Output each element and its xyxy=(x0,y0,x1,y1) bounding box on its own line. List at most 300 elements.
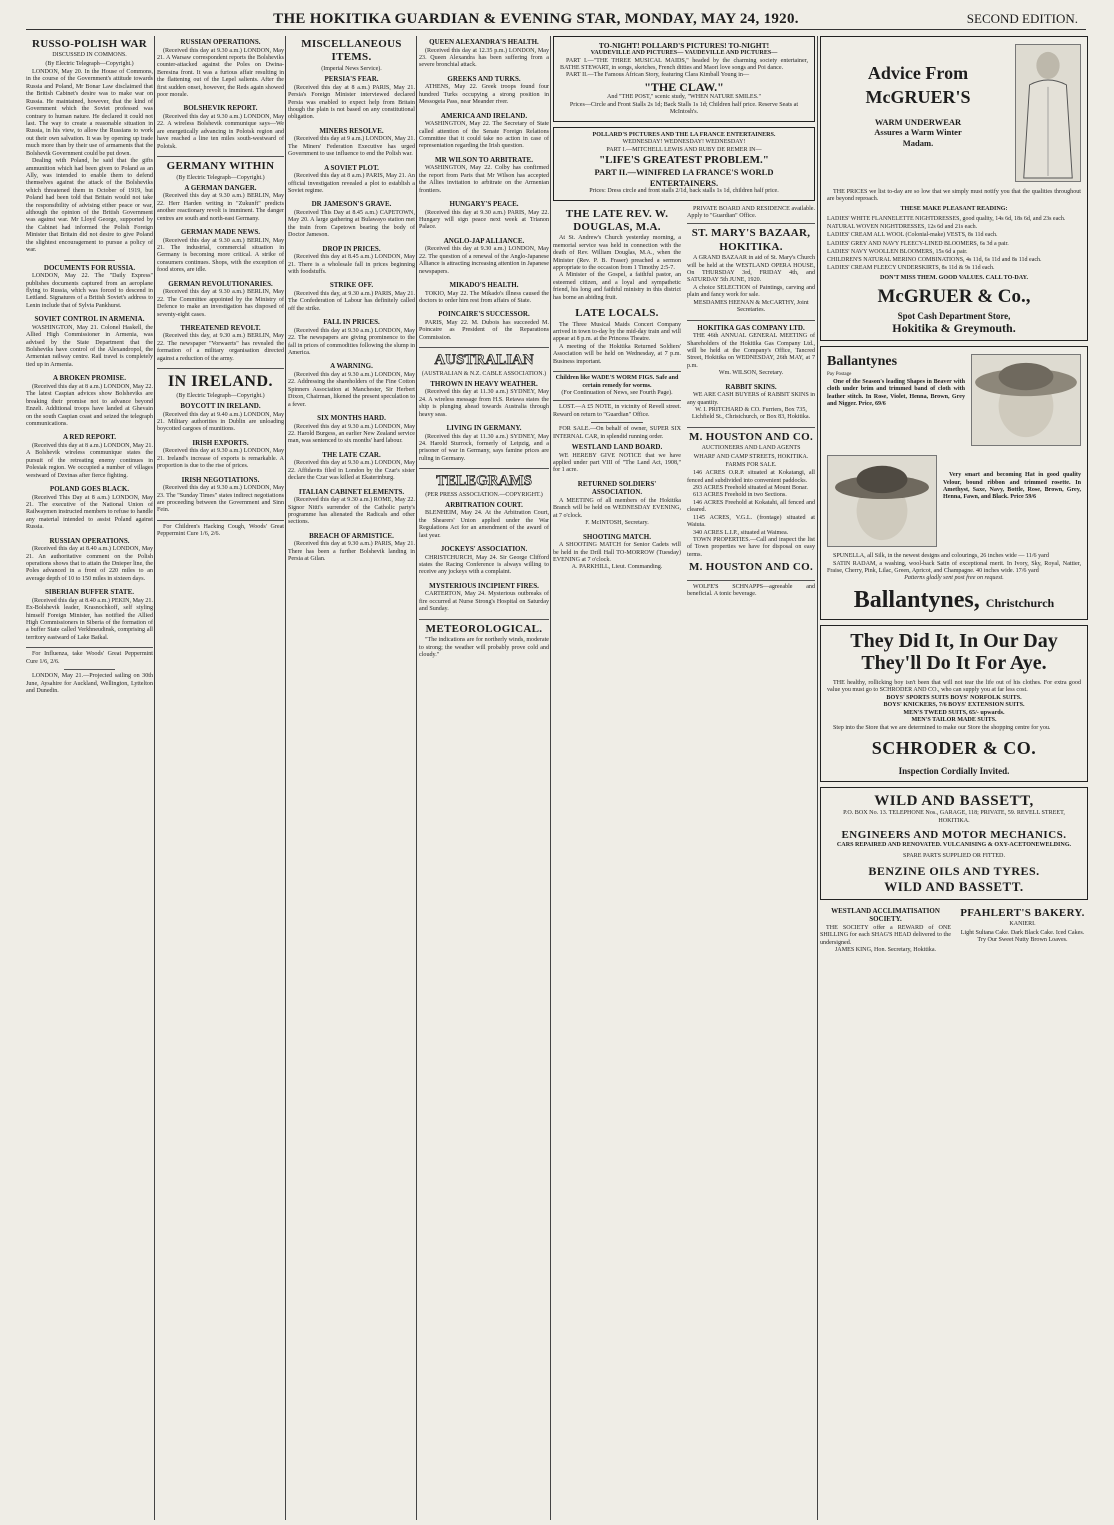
divider xyxy=(553,371,681,372)
article-heading: GERMAN REVOLUTIONARIES. xyxy=(168,279,273,288)
hat-illustration xyxy=(827,455,937,547)
article-body: WE ARE CASH BUYERS of RABBIT SKINS in any quantity. xyxy=(687,392,815,406)
price-line: NATURAL WOVEN NIGHTDRESSES, 12s 6d and 21s each. xyxy=(827,224,978,231)
article-fall-in-prices xyxy=(288,318,415,357)
article-body: (Received this day at 9.30 a.m.) BERLIN, May 21. The industrial, commercial situation in Germany is becoming more critical. A strike of consumers continues. Shops, with the exception of food stores, are idle. xyxy=(157,237,284,274)
article-heading: HOKITIKA GAS COMPANY LTD. xyxy=(697,323,805,332)
section-heading: METEOROLOGICAL. xyxy=(425,622,543,635)
article-heading: WESTLAND LAND BOARD. xyxy=(571,443,663,452)
article-returned-soldiers xyxy=(553,480,681,528)
section-byline: (By Electric Telegraph—Copyright.) xyxy=(176,392,265,399)
ad-signoff: M. HOUSTON AND CO. xyxy=(688,561,814,574)
article-heading: POINCAIRE'S SUCCESSOR. xyxy=(438,310,530,319)
divider xyxy=(419,347,549,348)
column-rule xyxy=(817,36,818,1520)
ad-heading: POLLARD'S PICTURES AND THE LA FRANCE ENTERTAINERS. xyxy=(592,131,776,138)
ad-text: PART I.—"THE THREE MUSICAL MAIDS," headed by the charming society entertainer, BATHE STEWART, in songs, sketches, French ditties and Maori love songs and Poi dance. xyxy=(560,57,808,71)
divider xyxy=(26,647,153,648)
pfahlerts-bakery-ad xyxy=(957,905,1088,955)
article-anglo-jap xyxy=(419,237,549,276)
article-heading: GREEKS AND TURKS. xyxy=(447,74,521,83)
ad-subheading: WHARF AND CAMP STREETS, HOKITIKA. xyxy=(693,453,809,460)
column-rule xyxy=(154,36,155,1520)
farm-listing: 146 ACRES O.R.P. situated at Kokatangi, all fenced and subdivided into convenient paddocks. xyxy=(687,470,815,484)
divider xyxy=(687,427,815,428)
article-heading: IRISH EXPORTS. xyxy=(192,438,249,447)
ad-callout: DON'T MISS THEM. GOOD VALUES. CALL TO-DAY. xyxy=(879,274,1029,281)
farm-listing: TOWN PROPERTIES.—Call and inspect the list of Town properties we have for disposal on easy terms. xyxy=(687,536,815,558)
wild-bassett-ad xyxy=(820,787,1088,900)
mcgruers-ad xyxy=(820,36,1088,341)
acclimatisation-notice xyxy=(820,905,951,955)
ad-prices: Prices: Dress circle and front stalls 2/1d, back stalls 1s 1d, children half price. xyxy=(589,188,779,195)
signature: A. PARKHILL, Lieut. Commanding. xyxy=(571,564,663,571)
article-body: At St. Andrew's Church yesterday morning, a memorial service was held in connection with the death of Rev. William Douglas, M.A., when the Minister (Rev. P. B. Fraser) preached a sermon appropriate to the occasion from 1 Timothy 2:5-7. xyxy=(553,235,681,272)
article-body: The Three Musical Maids Concert Company arrived in town to-day by the mid-day train and will appear at 8 p.m. at the Princess Theatre. xyxy=(553,321,681,343)
article-shooting-match xyxy=(553,533,681,572)
shipping-notice: LONDON, May 21.—Projected sailing on 30th June, Aysahire for Auckland, Wellington, Lyttelton and Dunedin. xyxy=(26,673,153,695)
article-heading: POLAND GOES BLACK. xyxy=(49,484,130,493)
ad-subheading: WEDNESDAY! WEDNESDAY! WEDNESDAY! xyxy=(622,139,746,146)
schroder-ad xyxy=(820,625,1088,782)
article-heading: RUSSIAN OPERATIONS. xyxy=(180,38,261,46)
article-poincaires-successor xyxy=(419,310,549,342)
ad-store-name: Ballantynes, xyxy=(853,586,980,613)
ad-title: McGRUER'S xyxy=(865,86,971,107)
article-body: (Received this day at 9.30 a.m.) PARIS, May 21. There has been a further Bolshevik landing in Persia at Gilan. xyxy=(288,541,415,563)
ad-subheading: Madam. xyxy=(902,137,934,148)
film-title: "THE CLAW." xyxy=(644,79,724,94)
section-heading: TELEGRAMS xyxy=(436,473,532,490)
article-heading: RETURNED SOLDIERS' ASSOCIATION. xyxy=(577,479,657,497)
article-jamesons-grave xyxy=(288,200,415,239)
article-body: THE 46th ANNUAL GENERAL MEETING of Shareholders of the Hokitika Gas Company Ltd., will be held at the Company's Office, Tancred Street, Hokitika on WEDNESDAY, 26th MAY, at 7 p.m. xyxy=(687,333,815,369)
article-body: (Received this day at 9.40 a.m.) LONDON, May 21. Military authorities in Dublin are unloading boycotted cargoes of munitions. xyxy=(157,411,284,433)
article-body: (Received this day at 8.45 a.m.) LONDON, May 21. There is a wholesale fall in prices beginning with foodstuffs. xyxy=(288,254,415,275)
article-body: (Received this day, at 9.30 a.m.) PARIS, May 21. The Confederation of Labour has definitely called off the strike. xyxy=(288,290,415,312)
farm-listing: 146 ACRES Freehold at Kokatahi, all fenced and cleared. xyxy=(687,499,815,514)
article-heading: DR JAMESON'S GRAVE. xyxy=(311,200,392,209)
article-german-danger xyxy=(157,184,284,223)
article-body: (Received this day at 9.30 a.m.) LONDON, May 22. A wireless Bolshevik communique says—We are energetically advancing in Polotsk region and have reached a line ten miles south-westward of Polotsk. xyxy=(157,114,284,150)
continuation-note: (For Continuation of News, see Fourth Page). xyxy=(561,389,673,396)
article-irish-negotiations xyxy=(157,476,284,515)
signature: JAMES KING, Hon. Secretary, Hokitika. xyxy=(834,947,937,954)
article-broken-promise xyxy=(26,374,153,428)
ad-store-name: WILD AND BASSETT, xyxy=(874,792,1034,809)
rabbit-skins-notice xyxy=(687,383,815,422)
ballantynes-middle xyxy=(827,452,1081,550)
article-body: TOKIO, May 22. The Mikado's illness caused the doctors to order him rest from affairs of State. xyxy=(419,290,549,304)
divider xyxy=(64,260,115,261)
article-heading: SIX MONTHS HARD. xyxy=(317,414,386,423)
ad-subheading: WARM UNDERWEAR xyxy=(874,116,962,127)
article-heading: PERSIA'S FEAR. xyxy=(324,75,379,84)
column-rule xyxy=(285,36,286,1520)
st-marys-bazaar-ad xyxy=(687,227,815,314)
article-body: A SHOOTING MATCH for Senior Cadets will be held in the Drill Hall TO-MORROW (Tuesday) EVENING at 7 o'clock. xyxy=(553,542,681,563)
divider xyxy=(687,223,815,224)
column-3 xyxy=(288,36,415,1520)
article-body: LONDON, May 22. The "Daily Express" publishes documents captured from an aeroplane flying to Russia, which was forced to descend in Lettland. Signatures of a British Soviet's address to Lenin include that of Sylvia Pankhurst. xyxy=(26,273,153,309)
article-body: LONDON, May 20. In the House of Commons, in the course of the Government's attitude towards Russia and Poland, Mr Bonar Law disclaimed that the British Cabinet's desire was to make war on Russia. He maintained, however, that the kind of Government which the Soviet professed was contrary to human nature. He declared it could not last. The way to create a reasonable situation in Russia, in his view, to allow the Russians to work out their own salvation. It was by opening up trade much more than by their use of armaments that the Bolshevik Government could be put down. xyxy=(26,69,153,157)
column-rule xyxy=(416,36,417,1520)
article-russo-polish-war xyxy=(26,38,153,255)
farm-listing: 293 ACRES Freehold situated at Mount Bonar. xyxy=(693,485,808,492)
article-body: (Received this day at 8 a.m.) PARIS, May 21. Persia's Foreign Minister interviewed declared Persia was enabled to expect help from Britain though the plain is not based on any constitutional obligation. xyxy=(288,84,415,121)
advert-line: For Children's Hacking Cough, Woods' Great Peppermint Cure 1/6, 2/6. xyxy=(157,523,284,538)
article-body: THE SOCIETY offer a REWARD of ONE SHILLING for each SHAG'S HEAD delivered to the undersigned. xyxy=(820,924,951,946)
article-heading: LATE LOCALS. xyxy=(575,307,659,320)
section-byline: (By Electric Telegraph—Copyright.) xyxy=(176,174,265,181)
article-heading: DROP IN PRICES. xyxy=(322,244,381,253)
ad-small-note: Pay Postage xyxy=(827,372,852,378)
farm-listing: 1145 ACRES, V.G.L. (frontage) situated at Waiuta. xyxy=(687,514,815,529)
signature: Wm. WILSON, Secretary. xyxy=(718,370,784,377)
product-line: MEN'S TAILOR MADE SUITS. xyxy=(911,717,997,724)
article-body: (Received this day at 9.30 a.m.) LONDON, May 22. Affidavits filed in London by the Czar's sister declare the Czar was killed at Ekaterinburg. xyxy=(288,460,415,482)
article-body: (Received this day at 9.30 a.m.) LONDON, May 22. Harold Burgess, an earlier New Zealand service man, was sentenced to six months' hard labour. xyxy=(288,423,415,445)
price-line: CHILDREN'S NATURAL MERINO COMBINATIONS, 4s 11d, 6s 11d and 8s 11d each. xyxy=(827,256,1042,263)
divider xyxy=(64,669,115,670)
divider xyxy=(419,468,549,469)
right-subcolumn xyxy=(687,206,815,599)
article-bolshevik-report xyxy=(157,104,284,151)
article-body: (Received this day at 11.30 a.m.) SYDNEY, May 24. A wireless message from H.S. Retawa states the ship is plunging ahead towards Australia through heavy seas. xyxy=(419,389,549,418)
farm-listing: 613 ACRES Freehold in two Sections. xyxy=(693,492,787,499)
article-siberian-buffer xyxy=(26,588,153,642)
classified-lost: LOST.—A £5 NOTE, in vicinity of Revell street. Reward on return to "Guardian" Office. xyxy=(553,404,681,418)
article-body: ATHENS, May 22. Greek troops found four hundred Turks occupying a strong position in Messogeia Pass, near Meander river. xyxy=(419,84,549,106)
section-heading: GERMANY WITHIN xyxy=(166,160,275,173)
article-jockeys xyxy=(419,545,549,577)
ad-text: THE PRICES we list to-day are so low that we simply must notify you that the qualities throughout are beyond reproach. xyxy=(827,189,1081,203)
advert-line: WOLFE'S SCHNAPPS—agreeable and beneficial. A tonic beverage. xyxy=(687,583,815,598)
article-heading: A GERMAN DANGER. xyxy=(184,183,257,192)
article-documents-for-russia xyxy=(26,264,153,311)
column-1 xyxy=(26,36,153,1520)
ballantynes-footer xyxy=(827,586,1081,615)
article-body: (Received this day at 9.30 a.m.) LONDON, May 22. Addressing the shareholders of the Fine Cotton Spinners Association at Manchester, Sir Herbert Dixon, Chairman, likened the present speculation to a fever. xyxy=(288,371,415,408)
article-body: (Received This Day at 8 a.m.) LONDON, May 21. The executive of the National Union of Railwaymen instructed members to refuse to handle any material intended to assist Poland against Russia. xyxy=(26,494,153,531)
divider xyxy=(419,619,549,620)
article-a-warning xyxy=(288,362,415,409)
ad-subheading: VAUDEVILLE AND PICTURES— VAUDEVILLE AND PICTURES— xyxy=(590,50,778,57)
article-body: (Received this day at 8.40 a.m.) PEKIN, May 21. Ex-Bolshevik leader, Krasnochkoff, self styling himself Foreign Minister, has notified the Allied High Commissioners in Siberia of the formation of a buffer State called Verkhneudinsk, comprising all territory eastward of Lake Baikal. xyxy=(26,597,153,641)
article-body: (Received this day at 9.30 a.m.) ROME, May 22. Signor Nitti's surrender of the Catholic party's programme has alienated the Radicals and other sections. xyxy=(288,497,415,526)
article-body: A meeting of the Hokitika Returned Soldiers' Association will be held on Wednesday, at 7 p.m. Business important. xyxy=(553,343,681,365)
ad-prices: Prices—Circle and Front Stalls 2s 1d; Back Stalls 1s 1d; Children half price. Reserve Seats at McIntosh's. xyxy=(569,101,799,116)
article-strike-off xyxy=(288,281,415,313)
ad-subheading: AUCTIONEERS AND LAND AGENTS xyxy=(701,445,801,452)
hat-illustration xyxy=(971,354,1081,446)
article-heading: QUEEN ALEXANDRA'S HEALTH. xyxy=(429,38,539,46)
ad-text: One of the Season's leading Shapes in Beaver with cloth under brim and trimmed band of cloth with leather stitch. In Rose, Violet, Henna, Brown, Grey and Nigger. Price, 69/6 xyxy=(827,378,965,408)
divider xyxy=(687,320,815,321)
price-line: LADIES' WHITE FLANNELETTE NIGHTDRESSES, good quality, 14s 6d, 18s 6d, and 23s each. xyxy=(827,216,1066,223)
lady-illustration xyxy=(1015,44,1081,182)
article-living-germany xyxy=(419,424,549,463)
article-body: WASHINGTON, May 22. Colby has confirmed the report from Paris that Mr Wilson has accepted the Allies invitation to arbitrate on the Armenian frontiers. xyxy=(419,165,549,194)
article-body: (Received this day at 8 a.m.) LONDON, May 22. The latest Caspian advices show Bolsheviks are breaking their promise not to advance beyond Enzeli. Additional troops have landed at Ghevain on the south Caspian coast and seized the telegraph communications. xyxy=(26,383,153,427)
ad-store-name: McGRUER & Co., xyxy=(877,286,1031,308)
article-boycott-ireland xyxy=(157,402,284,434)
ad-store-name: WILD AND BASSETT. xyxy=(884,878,1024,894)
article-body: (Received this day at 9.30 a.m.) LONDON, May 21. A Warsaw correspondent reports the Bolsheviks counter-attacked against the Poles on Dwina-Beresina front. It was a furious affair resulting in the flattening out of the Lepel salients. After the first sudden onset, however, the Reds again showed poor morale. xyxy=(157,47,284,99)
ad-store-desc: Spot Cash Department Store, xyxy=(897,310,1011,321)
ad-store-name: SCHRODER & CO. xyxy=(871,738,1037,759)
article-soviet-plot xyxy=(288,164,415,196)
article-body: (Received this day at 9.30 a.m.) LONDON, May 23. The "Sunday Times" states indirect negotiations are proceeding between the Government and Sinn Fein. xyxy=(157,485,284,514)
article-heading: ANGLO-JAP ALLIANCE. xyxy=(443,236,525,245)
article-heading: MR WILSON TO ARBITRATE. xyxy=(435,155,533,164)
article-heading: WESTLAND ACCLIMATISATION SOCIETY. xyxy=(831,906,940,924)
article-heading: ITALIAN CABINET ELEMENTS. xyxy=(298,487,405,496)
article-mikados-health xyxy=(419,281,549,305)
article-body: BLENHEIM, May 24. At the Arbitration Court, the Shearers' Union applied under the War Regulations Act for an amendment of the award of last year. xyxy=(419,510,549,539)
ballantynes-top xyxy=(827,351,1081,449)
article-heading: GERMAN MADE NEWS. xyxy=(180,228,261,237)
article-heading: A SOVIET PLOT. xyxy=(324,163,379,172)
article-six-months-hard xyxy=(288,414,415,446)
article-body: CHRISTCHURCH, May 24. Sir George Clifford states the Racing Conference is always willing to receive any jockeys with a complaint. xyxy=(419,554,549,576)
section-byline: (Imperial News Service). xyxy=(321,65,382,72)
article-heading: JOCKEYS' ASSOCIATION. xyxy=(440,545,528,554)
column-rule xyxy=(550,36,551,1520)
ad-subheading: THESE MAKE PLEASANT READING: xyxy=(900,205,1008,212)
ad-subheading: Assures a Warm Winter xyxy=(874,127,962,138)
divider xyxy=(553,400,681,401)
article-body: (Received this day at 9.30 a.m.) LONDON, May 22. The question of a renewal of the Anglo-Japanese Alliance is attracting increasing attention in Japanese newspapers. xyxy=(419,246,549,275)
mcgruers-header xyxy=(827,41,1081,185)
ad-subheading: FARMS FOR SALE. xyxy=(725,461,777,468)
article-body: WASHINGTON, May 22. The Secretary of State called attention of the Senate Foreign Relations Committee that it could take no action in case of representation regarding the Irish question. xyxy=(419,121,549,150)
newspaper-title: THE HOKITIKA GUARDIAN & EVENING STAR, MONDAY, MAY 24, 1920. xyxy=(273,11,799,27)
article-german-revolutionaries xyxy=(157,280,284,319)
masthead xyxy=(26,8,1086,30)
gas-company-notice xyxy=(687,324,815,378)
price-line: LADIES' CREAM ALL WOOL (Colonial-make) VESTS, 8s 11d each. xyxy=(827,232,998,239)
ad-title: They'll Do It For Aye. xyxy=(861,652,1047,675)
article-body: (Received this day at 9 a.m.) LONDON, May 21. The Miners' Federation Executive has urged Government to use influence to end the Polish war. xyxy=(288,136,415,158)
ad-note: Patterns gladly sent post free on request. xyxy=(904,575,1004,582)
article-heading: A BROKEN PROMISE. xyxy=(53,374,126,383)
signature: MESDAMES HEENAN & McCARTHY, Joint Secretaries. xyxy=(693,299,809,314)
article-body: WASHINGTON, May 21. Colonel Haskell, the Allied High Commissioner in Armenia, was advised by the State Department that the Bolsheviks have control of the Alexandropol, the Armenian railway centre. Rail travel is completely tied up in Armenia. xyxy=(26,324,153,368)
ballantynes-text-2 xyxy=(943,452,1081,550)
article-body: Dealing with Poland, he said that the gifts ammunition which had been given to Poland as an Ally, was intended to enable them to defend themselves against the attack of the Bolsheviks which threatened them in October of 1919, but Poland had been told that Britain would not take the responsibility of advising either peace or war, although the opinion of the British Government was against war. Mr Lloyd George, supported by the Cabinet had informed the Polish Foreign Minister that Britain did not desire to give Poland the slightest encouragement to pursue a policy of war. xyxy=(26,158,153,254)
farm-listing: 340 ACRES L.I.P., situated at Waimea. xyxy=(693,529,789,536)
ballantynes-ad xyxy=(820,346,1088,620)
price-line: LADIES' GREY AND NAVY FLEECY-LINED BLOOMERS, 6s 3d a pair. xyxy=(827,240,1009,247)
article-russian-operations xyxy=(26,537,153,584)
la-france-ad xyxy=(553,127,815,201)
ad-text: Light Sultana Cake. Dark Black Cake. Iced Cakes. xyxy=(960,929,1085,936)
mcgruers-headline xyxy=(827,41,1009,185)
price-line: LADIES' NAVY WOOLLEN BLOOMERS, 15s 6d a pair. xyxy=(827,248,968,255)
ad-text: SPUNELLA, all Silk, in the newest designs and colourings, 26 inches wide — 11/6 yard xyxy=(833,553,1049,560)
ad-store-location: KANIERI. xyxy=(1009,921,1036,928)
article-heading: BREACH OF ARMISTICE. xyxy=(309,531,394,540)
article-byline: (By Electric Telegraph—Copyright.) xyxy=(45,60,134,67)
divider xyxy=(157,156,284,157)
article-irish-exports xyxy=(157,439,284,471)
article-fires xyxy=(419,582,549,614)
article-heading: A RED REPORT. xyxy=(62,433,117,442)
ad-store-location: Hokitika & Greymouth. xyxy=(892,321,1016,336)
ad-text: Very smart and becoming Hat in good quality Velour, bound ribbon and trimmed rosette. In Amethyst, Saxe, Navy, Bottle, Rose, Brown, Grey, Henna, Fawn, and Black. Price 59/6 xyxy=(943,472,1081,501)
section-byline: (AUSTRALIAN & N.Z. CABLE ASSOCIATION.) xyxy=(421,370,547,377)
ad-text: Try Our Sweet Nutty Brown Loaves. xyxy=(977,936,1068,943)
article-greeks-turks xyxy=(419,75,549,107)
article-body: (Received this day at 9.30 a.m.) BERLIN, May 22. Herr Harden writing in "Zukunft" predicts another reactionary revolt is imminent. The danger centres are south and north-east Germany. xyxy=(157,193,284,222)
advert-line: For Influenza, take Woods' Great Peppermint Cure 1/6, 2/6. xyxy=(26,651,153,665)
ad-title: They Did It, In Our Day xyxy=(850,630,1058,653)
article-heading: LIVING IN GERMANY. xyxy=(446,424,522,433)
ad-heading: TO-NIGHT! POLLARD'S PICTURES! TO-NIGHT! xyxy=(598,41,770,50)
divider xyxy=(157,368,284,369)
ad-note: Inspection Cordially Invited. xyxy=(898,765,1010,776)
article-heading: MYSTERIOUS INCIPIENT FIRES. xyxy=(429,581,539,590)
product-line: MEN'S TWEED SUITS, 65/- upwards. xyxy=(903,709,1005,716)
article-heading: BOYCOTT IN IRELAND. xyxy=(180,401,261,410)
article-subheading: DISCUSSED IN COMMONS. xyxy=(52,52,127,59)
article-body: A choice SELECTION of Paintings, carving and plain and fancy work for sale. xyxy=(687,284,815,299)
two-column-block xyxy=(553,206,815,599)
signature: W. I. PRITCHARD & CO. Furriers, Box 735, Lichfield St., Christchurch, or Box 83, Hokitika. xyxy=(691,407,811,421)
ad-text: SPARE PARTS SUPPLIED OR FITTED. xyxy=(903,852,1005,859)
article-poland-goes-black xyxy=(26,485,153,532)
article-threatened-revolt xyxy=(157,324,284,363)
classified-for-sale: FOR SALE.—On behalf of owner, SUPER SIX INTERNAL CAR, in splendid running order. xyxy=(553,426,681,440)
article-body: A GRAND BAZAAR in aid of St. Mary's Church will be held at the WESTLAND OPERA HOUSE, On THURSDAY 3rd, FRIDAY 4th, and SATURDAY 5th JUNE, 1920. xyxy=(687,255,815,284)
article-red-report xyxy=(26,433,153,480)
ad-store-location: Christchurch xyxy=(985,595,1055,610)
ad-text: And "THE POST," scenic study, "WHEN NATURE SMILES." xyxy=(607,94,761,101)
article-heading: SIBERIAN BUFFER STATE. xyxy=(44,588,134,597)
article-heading: A WARNING. xyxy=(330,362,373,371)
column-4 xyxy=(419,36,549,1520)
article-late-locals xyxy=(553,307,681,366)
article-america-ireland xyxy=(419,112,549,151)
article-heading: BOLSHEVIK REPORT. xyxy=(183,104,258,113)
article-rev-douglas xyxy=(553,208,681,303)
article-body: (Received this day at 9.30 a.m.) LONDON, May 21. Ireland's increase of exports is remarkable. A proportion is due to the rise of prices. xyxy=(157,448,284,470)
article-body: "The indications are for northerly winds, moderate to strong; the weather will probably prove cold and cloudy." xyxy=(419,637,549,658)
article-body: A MEETING of all members of the Hokitika Branch will be held on WEDNESDAY EVENING, at 7 o'clock. xyxy=(553,497,681,519)
article-heading: THE LATE REV. W. DOUGLAS, M.A. xyxy=(565,207,669,233)
article-hungarys-peace xyxy=(419,200,549,232)
column-6 xyxy=(820,36,1088,1520)
article-breach-armistice xyxy=(288,532,415,564)
article-heading: HUNGARY'S PEACE. xyxy=(449,200,519,209)
ad-text: PART II.—WINIFRED LA FRANCE'S WORLD ENTERTAINERS. xyxy=(594,167,774,188)
ad-text: PART II.—The Famous African Story, featuring Clara Kimball Young in— xyxy=(566,72,750,79)
ad-subheading: BENZINE OILS AND TYRES. xyxy=(868,864,1040,879)
article-heading: M. HOUSTON AND CO. xyxy=(688,430,814,443)
article-heading: ARBITRATION COURT. xyxy=(445,500,523,509)
article-heading: RUSSO-POLISH WAR xyxy=(32,38,147,50)
article-body: WE HEREBY GIVE NOTICE that we have applied under part VIII of "The Land Act, 1908," for 1 acre. xyxy=(553,452,681,474)
section-heading: MISCELLANEOUS ITEMS. xyxy=(301,38,402,64)
signature: F. McINTOSH, Secretary. xyxy=(585,520,649,527)
product-line: BOYS' KNICKERS, 7/6 BOYS' EXTENSION SUITS. xyxy=(883,702,1025,709)
divider xyxy=(687,580,815,581)
article-heading: MIKADO'S HEALTH. xyxy=(449,281,519,290)
ad-text: THE healthy, rollicking boy isn't been that will not tear the life out of his clothes. For extra good value you must go to SCHRODER AND CO., who can supply you at far less cost. xyxy=(827,680,1081,694)
article-body: (Received this day at 12.35 p.m.) LONDON, May 23. Queen Alexandra has been suffering from a severe bronchial attack. xyxy=(419,47,549,69)
article-body: (Received this day at 9.30 a.m.) PARIS, May 22. Hungary will sign peace next week at Trianon Palace. xyxy=(419,209,549,231)
article-miners-resolve xyxy=(288,127,415,159)
ad-title: Advice From xyxy=(867,63,969,83)
article-heading: AMERICA AND IRELAND. xyxy=(440,111,528,120)
article-heading: STRIKE OFF. xyxy=(329,281,374,290)
article-body: (Received this day at 9.30 a.m.) BERLIN, May 22. The Committee appointed by the Ministry of Defence to make an investigation has disposed of seventy-eight cases. xyxy=(157,289,284,318)
article-heading: FALL IN PRICES. xyxy=(323,318,380,327)
film-title: "LIFE'S GREATEST PROBLEM." xyxy=(599,153,769,166)
article-body: CARTERTON, May 24. Mysterious outbreaks of fire occurred at Nurse Strong's Hospital on Saturday and Sunday. xyxy=(419,591,549,613)
price-line: LADIES' CREAM FLEECY UNDERSKIRTS, 8s 11d & 9s 11d each. xyxy=(827,264,995,271)
article-heavy-weather xyxy=(419,380,549,419)
ad-subheading: ENGINEERS AND MOTOR MECHANICS. xyxy=(841,829,1067,842)
article-body: (Received this day at 8 a.m.) LONDON, May 21. A Bolshevik wireless communique states the pursuit of the retreating enemy continues in Polesiak region. We occupied a number of villages westward of Dzvinas after fierce fighting. xyxy=(26,442,153,479)
article-body: (Received this day at 8 a.m.) PARIS, May 21. An official investigation revealed a plot to establish a Soviet regime. xyxy=(288,173,415,194)
article-italian-cabinet xyxy=(288,488,415,527)
article-land-board xyxy=(553,443,681,475)
ballantynes-text-1 xyxy=(827,351,965,449)
column-5 xyxy=(553,36,815,1520)
article-heading: MINERS RESOLVE. xyxy=(319,126,384,135)
article-heading: ST. MARY'S BAZAAR, HOKITIKA. xyxy=(691,227,811,253)
article-body: (Received this day, at 9.30 a.m.) BERLIN, May 22. The newspaper "Vorwaerts" has revealed the formation of a military organisation directed against a reduction of the army. xyxy=(157,333,284,362)
article-heading: RUSSIAN OPERATIONS. xyxy=(49,536,130,545)
article-heading: THROWN IN HEAVY WEATHER. xyxy=(430,379,538,388)
product-line: BOYS' SPORTS SUITS BOYS' NORFOLK SUITS. xyxy=(886,694,1022,701)
article-arbitration-court xyxy=(419,501,549,540)
left-subcolumn xyxy=(553,206,681,599)
advert-line: Children like WADE'S WORM FIGS. Safe and certain remedy for worms. xyxy=(555,375,679,389)
article-heading: SHOOTING MATCH. xyxy=(583,532,651,541)
article-body: (Received this day at 11.30 a.m.) SYDNEY, May 24. Harold Sturrock, formerly of Leipzig, and a prisoner of war in Germany, says famine prices are ruling in Germany. xyxy=(419,433,549,462)
article-body: A Minister of the Gospel, a faithful pastor, an esteemed citizen, and a loyal and sympathetic friend, his long and faithful ministry in this district has borne an abiding fruit. xyxy=(553,272,681,301)
article-heading: THREATENED REVOLT. xyxy=(180,323,261,332)
article-body: (Received this day at 8.40 a.m.) LONDON, May 21. An authoritative comment on the Polish operations shows that to attain the Dnieper line, the Poles advanced in a front of 220 miles to an average depth of 10 to 150 miles in sixteen days. xyxy=(26,546,153,582)
divider xyxy=(591,422,642,423)
article-russian-operations xyxy=(157,38,284,99)
ad-text: SATIN RADAM, a washing, wool-back Satin of exceptional merit. In Ivory, Sky, Royal, Nattier, Fraise, Cherry, Pink, Lilac, Green, Apricot, and Champagne. 40 inches wide. 17/6 yard xyxy=(827,560,1081,574)
article-heading: IRISH NEGOTIATIONS. xyxy=(181,475,260,484)
divider xyxy=(157,520,284,521)
article-drop-in-prices xyxy=(288,245,415,277)
article-wilson-arbitrate xyxy=(419,156,549,195)
edition-label: SECOND EDITION. xyxy=(966,11,1078,26)
classified-board: PRIVATE BOARD AND RESIDENCE available. Apply to "Guardian" Office. xyxy=(687,205,815,219)
bottom-ads xyxy=(820,905,1088,955)
article-persias-fear xyxy=(288,75,415,122)
article-body: PARIS, May 22. M. Dubois has succeeded M. Poincaire as President of the Reparations Commission. xyxy=(419,319,549,341)
ad-text: CARS REPAIRED AND RENOVATED. VULCANISING & OXY-ACETONEWELDING. xyxy=(836,842,1072,849)
ad-store-name: PFAHLERT'S BAKERY. xyxy=(960,906,1085,919)
section-byline: (PER PRESS ASSOCIATION.—COPYRIGHT.) xyxy=(425,491,543,498)
pollards-pictures-ad xyxy=(553,36,815,122)
article-late-czar xyxy=(288,451,415,483)
article-heading: THE LATE CZAR. xyxy=(322,450,381,459)
ad-text: Step into the Store that we are determined to make our Store the shopping centre for you. xyxy=(833,724,1051,731)
ad-title: Ballantynes xyxy=(827,354,898,370)
houston-farms-ad xyxy=(687,431,815,575)
ad-contact: P.O. BOX No. 13. TELEPHONE Nos., GARAGE, 118; PRIVATE, 59. REVELL STREET, HOKITIKA. xyxy=(843,810,1065,824)
ad-text: PART I.—MITCHELL LEWIS AND RUBY DE REMER IN— xyxy=(606,146,762,153)
